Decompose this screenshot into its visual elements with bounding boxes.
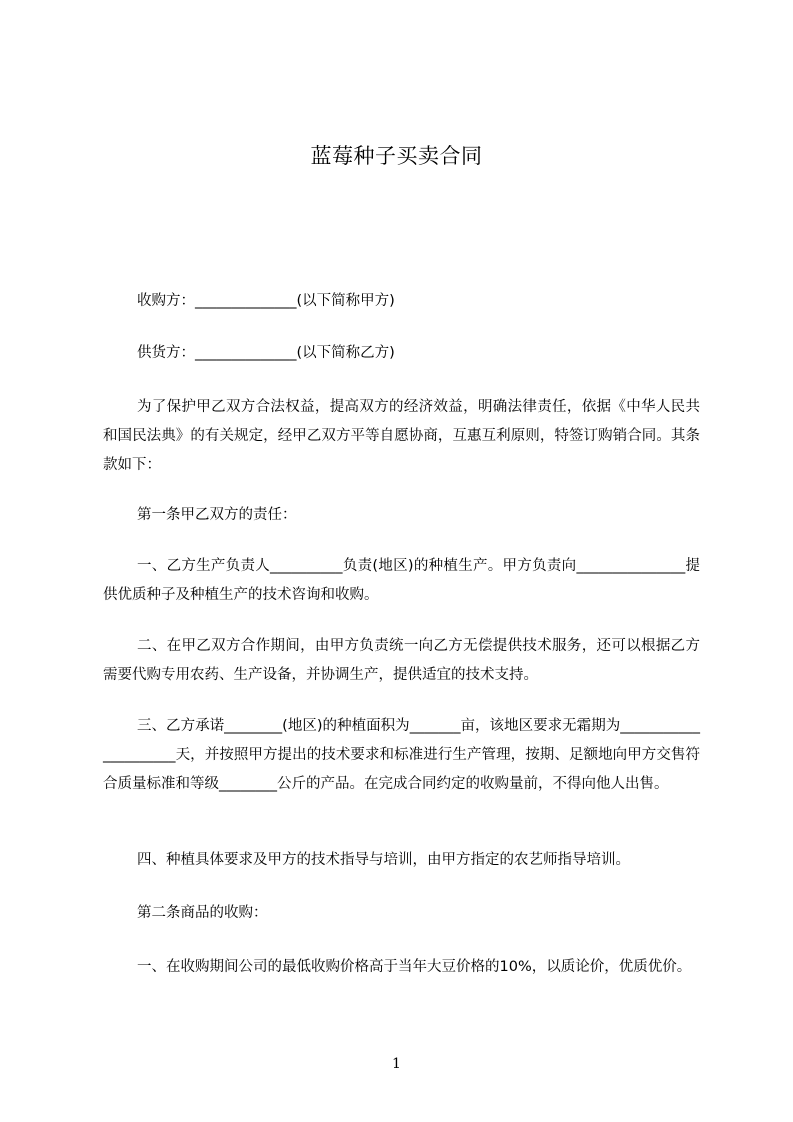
article-1-heading: 第一条甲乙双方的责任：: [137, 507, 297, 523]
article-1-clause-3: 三、乙方承诺________(地区)的种植面积为_______亩，该地区要求无霜期为_____________________天，并按照甲方提出的技术要求和标准进行生产管理，按期、足额地向甲方交售符合质量标准和等级________公斤的产品。在完成合同约定的收购量前，不得向他人出售。: [103, 718, 700, 792]
article-2-heading: 第二条商品的收购：: [137, 905, 268, 921]
article-1-clause-4: 四、种植具体要求及甲方的技术指导与培训，由甲方指定的农艺师指导培训。: [137, 852, 630, 868]
article-2-clause-1: 一、在收购期间公司的最低收购价格高于当年大豆价格的10%，以质论价，优质优价。: [137, 959, 692, 975]
document-title: 蓝莓种子买卖合同: [310, 144, 483, 168]
preamble-paragraph: 为了保护甲乙双方合法权益，提高双方的经济效益，明确法律责任，依据《中华人民共和国民法典》的有关规定，经甲乙双方平等自愿协商，互惠互利原则，特签订购销合同。其条款如下：: [103, 399, 700, 473]
supplier-line: 供货方：______________(以下简称乙方): [137, 345, 395, 361]
article-1-clause-1: 一、乙方生产负责人__________负责(地区)的种植生产。甲方负责向_______________提供优质种子及种植生产的技术咨询和收购。: [103, 558, 700, 603]
article-1-clause-2: 二、在甲乙双方合作期间，由甲方负责统一向乙方无偿提供技术服务，还可以根据乙方需要代购专用农药、生产设备，并协调生产，提供适宜的技术支持。: [103, 638, 700, 683]
buyer-line: 收购方：______________(以下简称甲方): [137, 293, 395, 309]
page-number: 1: [392, 1056, 401, 1072]
